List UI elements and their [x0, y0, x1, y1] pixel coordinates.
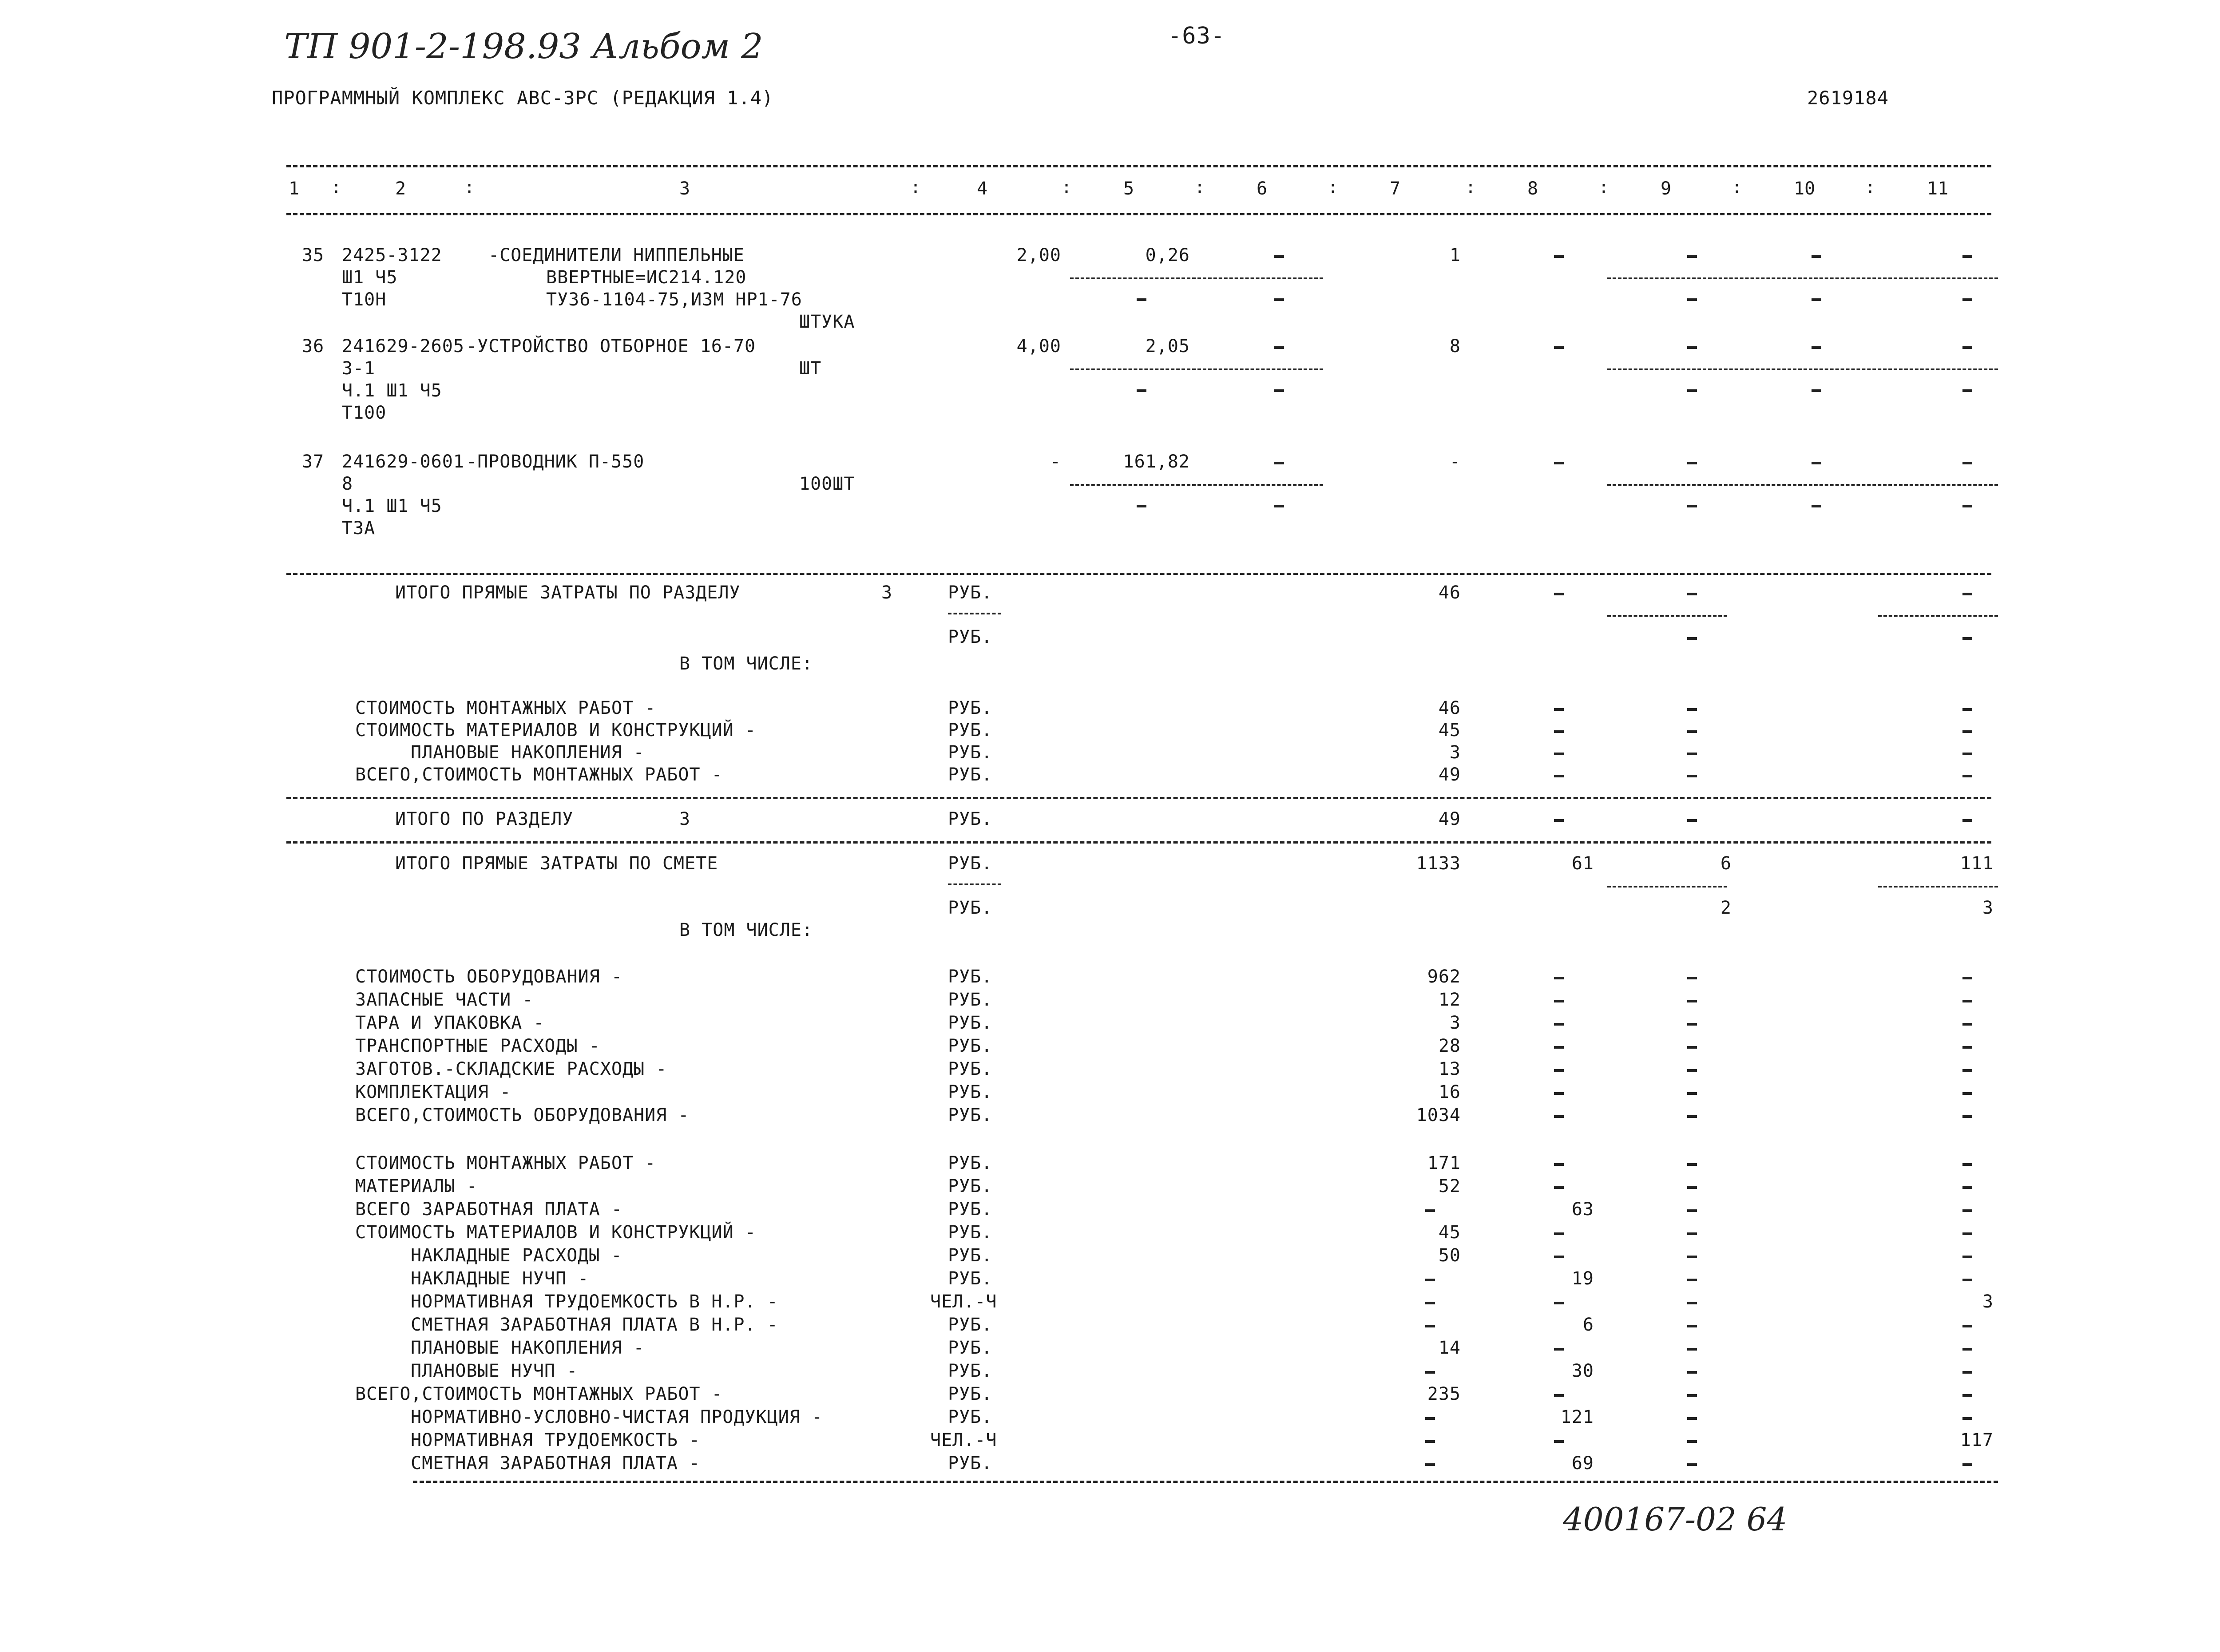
column-separator: : [1194, 177, 1206, 198]
works-col7: 171 [1427, 1153, 1461, 1173]
dash [1274, 298, 1284, 301]
works-label: СМЕТНАЯ ЗАРАБОТНАЯ ПЛАТА В Н.Р. - [411, 1315, 778, 1335]
works-label: СТОИМОСТЬ МАТЕРИАЛОВ И КОНСТРУКЦИЙ - [355, 1222, 756, 1243]
sub-rule [1070, 484, 1323, 486]
sub-rule [1878, 615, 1998, 617]
dash-col8 [1554, 346, 1564, 349]
item-quantity: 4,00 [1016, 336, 1061, 357]
dash [1962, 819, 1972, 822]
works-col7: 235 [1427, 1384, 1461, 1404]
column-separator: : [1598, 177, 1610, 198]
section-number: 3 [881, 582, 893, 603]
dash [1687, 637, 1697, 640]
column-header-4: 4 [977, 178, 988, 199]
works-unit: РУБ. [948, 1338, 993, 1358]
dash-col11 [1962, 255, 1972, 258]
dash [1425, 1463, 1435, 1466]
dash [1687, 1440, 1697, 1443]
dash [1687, 1256, 1697, 1258]
item-number: 37 [302, 452, 325, 472]
page-number: -63- [1168, 23, 1225, 49]
item-sub-1: 3-1 [342, 358, 376, 379]
dash [1687, 1302, 1697, 1304]
dash [1687, 1000, 1697, 1002]
equipment-value: 12 [1438, 990, 1461, 1010]
dash [1137, 505, 1146, 507]
dash [1554, 1069, 1564, 1072]
dash [1687, 1069, 1697, 1072]
column-separator: : [1465, 177, 1477, 198]
dash [1425, 1279, 1435, 1281]
dash [1425, 1371, 1435, 1374]
dash [1554, 730, 1564, 733]
column-header-6: 6 [1257, 178, 1268, 199]
item-code: 2425-3122 [342, 245, 442, 265]
dash [1962, 1279, 1972, 1281]
column-header-7: 7 [1390, 178, 1401, 199]
dash [1962, 1394, 1972, 1397]
dash-col8 [1554, 255, 1564, 258]
dash [1962, 637, 1972, 640]
item-sub-2: Ч.1 Ш1 Ч5 [342, 496, 442, 516]
works-col7: 45 [1438, 1222, 1461, 1243]
works-unit: РУБ. [948, 1315, 993, 1335]
dash [1687, 1115, 1697, 1118]
equipment-label: СТОИМОСТЬ ОБОРУДОВАНИЯ - [355, 967, 622, 987]
sub-rule [1878, 886, 1998, 887]
item-name: -УСТРОЙСТВО ОТБОРНОЕ 16-70 [466, 336, 756, 357]
works-label: ПЛАНОВЫЕ НУЧП - [411, 1361, 578, 1381]
dash [1962, 1232, 1972, 1235]
equipment-unit: РУБ. [948, 1105, 993, 1125]
equipment-value: 3 [1449, 1013, 1461, 1033]
section-in-that: В ТОМ ЧИСЛЕ: [679, 654, 813, 674]
item-name: -ПРОВОДНИК П-550 [466, 452, 645, 472]
works-col8: 30 [1571, 1361, 1594, 1381]
works-unit: РУБ. [948, 1176, 993, 1196]
rule [286, 841, 1991, 844]
equipment-unit: РУБ. [948, 990, 993, 1010]
header-rule-top [286, 165, 1991, 167]
works-unit: РУБ. [948, 1199, 993, 1220]
dash [1962, 593, 1972, 595]
dash-col9 [1687, 462, 1697, 464]
column-header-3: 3 [679, 178, 690, 199]
dash [1962, 1046, 1972, 1049]
breakdown-value: 49 [1438, 765, 1461, 785]
dash [1687, 1232, 1697, 1235]
works-col8: 6 [1582, 1315, 1594, 1335]
dash-col9 [1687, 346, 1697, 349]
sub-rule [948, 883, 1001, 885]
dash [1554, 1348, 1564, 1351]
dash [1962, 505, 1972, 507]
dash [1554, 1440, 1564, 1443]
equipment-value: 13 [1438, 1059, 1461, 1079]
item-sub-1: 8 [342, 474, 353, 494]
header-rule-bottom [286, 213, 1991, 215]
breakdown-label: СТОИМОСТЬ МАТЕРИАЛОВ И КОНСТРУКЦИЙ - [355, 720, 756, 741]
dash [1425, 1302, 1435, 1304]
item-unit: ШТ [799, 358, 822, 379]
dash [1687, 1348, 1697, 1351]
dash [1554, 977, 1564, 979]
column-separator: : [1061, 177, 1073, 198]
column-separators: : [331, 177, 342, 198]
dash [1554, 1092, 1564, 1095]
sub-rule [1607, 368, 1998, 370]
equipment-unit: РУБ. [948, 1082, 993, 1102]
item-unit: ШТУКА [799, 312, 855, 332]
breakdown-label: ПЛАНОВЫЕ НАКОПЛЕНИЯ - [411, 742, 645, 763]
column-header-10: 10 [1794, 178, 1816, 199]
sub-rule [1607, 484, 1998, 486]
breakdown-unit: РУБ. [948, 765, 993, 785]
column-separator: : [1328, 177, 1339, 198]
equipment-label: ВСЕГО,СТОИМОСТЬ ОБОРУДОВАНИЯ - [355, 1105, 690, 1125]
dash [1812, 389, 1821, 392]
works-unit: ЧЕЛ.-Ч [930, 1430, 997, 1450]
dash [1962, 1163, 1972, 1166]
column-header-1: 1 [289, 178, 300, 199]
item-col7: 1 [1449, 245, 1461, 265]
dash-col8 [1554, 462, 1564, 464]
dash [1687, 1394, 1697, 1397]
dash [1425, 1440, 1435, 1443]
dash [1962, 298, 1972, 301]
item-number: 35 [302, 245, 325, 265]
dash [1554, 753, 1564, 755]
sub-rule [1607, 615, 1727, 617]
equipment-unit: РУБ. [948, 1059, 993, 1079]
column-header-9: 9 [1661, 178, 1672, 199]
dash [1554, 1163, 1564, 1166]
dash [1962, 1463, 1972, 1466]
dash [1962, 1092, 1972, 1095]
dash-col6 [1274, 346, 1284, 349]
estimate-direct-col11: 111 [1960, 853, 1994, 874]
works-unit: РУБ. [948, 1222, 993, 1243]
dash [1962, 730, 1972, 733]
item-code: 241629-0601 [342, 452, 464, 472]
works-label: НОРМАТИВНАЯ ТРУДОЕМКОСТЬ В Н.Р. - [411, 1291, 778, 1312]
item-number: 36 [302, 336, 325, 357]
estimate-direct-col7: 1133 [1416, 853, 1461, 874]
equipment-value: 28 [1438, 1036, 1461, 1056]
item-name: -СОЕДИНИТЕЛИ НИППЕЛЬНЫЕ [488, 245, 745, 265]
section-itogo-label: ИТОГО ПО РАЗДЕЛУ [395, 809, 574, 829]
estimate-direct-label: ИТОГО ПРЯМЫЕ ЗАТРАТЫ ПО СМЕТЕ [395, 853, 718, 874]
dash [1554, 1302, 1564, 1304]
works-label: СТОИМОСТЬ МОНТАЖНЫХ РАБОТ - [355, 1153, 656, 1173]
dash [1962, 753, 1972, 755]
item-sub-2: Т10Н [342, 289, 387, 310]
dash [1687, 1463, 1697, 1466]
works-col7: 50 [1438, 1245, 1461, 1266]
item-name-line-2: ВВЕРТНЫЕ=ИС214.120 [546, 267, 747, 288]
section-second-unit: РУБ. [948, 627, 993, 647]
works-label: СМЕТНАЯ ЗАРАБОТНАЯ ПЛАТА - [411, 1453, 701, 1474]
dash [1687, 1092, 1697, 1095]
dash [1687, 753, 1697, 755]
equipment-label: ТРАНСПОРТНЫЕ РАСХОДЫ - [355, 1036, 600, 1056]
dash [1554, 1046, 1564, 1049]
equipment-unit: РУБ. [948, 1013, 993, 1033]
dash [1962, 1325, 1972, 1327]
column-header-2: 2 [395, 178, 406, 199]
equipment-value: 16 [1438, 1082, 1461, 1102]
estimate-in-that: В ТОМ ЧИСЛЕ: [679, 920, 813, 940]
works-label: ВСЕГО ЗАРАБОТНАЯ ПЛАТА - [355, 1199, 622, 1220]
dash [1962, 1209, 1972, 1212]
dash [1687, 389, 1697, 392]
section-rule [286, 573, 1991, 575]
sub-rule [1607, 277, 1998, 279]
equipment-label: ЗАГОТОВ.-СКЛАДСКИЕ РАСХОДЫ - [355, 1059, 667, 1079]
dash [1812, 298, 1821, 301]
item-col7: - [1449, 452, 1461, 472]
program-line: ПРОГРАММНЫЙ КОМПЛЕКС АВС-3РС (РЕДАКЦИЯ 1.4) [272, 87, 774, 109]
item-name-line-3: ТУ36-1104-75,ИЗМ НР1-76 [546, 289, 802, 310]
breakdown-unit: РУБ. [948, 720, 993, 741]
section-itogo-number: 3 [679, 809, 691, 829]
dash [1687, 1371, 1697, 1374]
estimate-second-unit: РУБ. [948, 898, 993, 918]
works-unit: РУБ. [948, 1245, 993, 1266]
column-header-11: 11 [1927, 178, 1949, 199]
dash-col9 [1687, 255, 1697, 258]
estimate-direct-unit: РУБ. [948, 853, 993, 874]
dash [1425, 1325, 1435, 1327]
section-itogo-unit: РУБ. [948, 809, 993, 829]
dash [1962, 1417, 1972, 1420]
item-unit: 100ШТ [799, 474, 855, 494]
dash [1687, 1046, 1697, 1049]
item-sub-3: Т3А [342, 518, 376, 539]
dash [1687, 1279, 1697, 1281]
handwritten-stamp: 400167-02 64 [1563, 1501, 1788, 1538]
works-col11: 117 [1960, 1430, 1994, 1450]
works-label: НОРМАТИВНАЯ ТРУДОЕМКОСТЬ - [411, 1430, 701, 1450]
dash [1962, 1000, 1972, 1002]
item-sub-1: Ш1 Ч5 [342, 267, 398, 288]
dash [1137, 389, 1146, 392]
item-price: 161,82 [1123, 452, 1190, 472]
works-unit: РУБ. [948, 1153, 993, 1173]
column-separator: : [464, 177, 476, 198]
dash [1687, 1417, 1697, 1420]
dash [1962, 1115, 1972, 1118]
item-code: 241629-2605 [342, 336, 464, 357]
equipment-label: ЗАПАСНЫЕ ЧАСТИ - [355, 990, 534, 1010]
rule [286, 797, 1991, 799]
equipment-value: 1034 [1416, 1105, 1461, 1125]
estimate-second-col11: 3 [1982, 898, 1994, 918]
section-direct-label: ИТОГО ПРЯМЫЕ ЗАТРАТЫ ПО РАЗДЕЛУ [395, 582, 741, 603]
works-unit: ЧЕЛ.-Ч [930, 1291, 997, 1312]
item-price: 2,05 [1145, 336, 1190, 357]
dash [1425, 1417, 1435, 1420]
dash [1687, 775, 1697, 777]
item-quantity: 2,00 [1016, 245, 1061, 265]
equipment-unit: РУБ. [948, 967, 993, 987]
works-unit: РУБ. [948, 1268, 993, 1289]
dash-col10 [1812, 462, 1821, 464]
dash [1687, 1325, 1697, 1327]
works-col8: 69 [1571, 1453, 1594, 1474]
works-col8: 63 [1571, 1199, 1594, 1220]
equipment-label: ТАРА И УПАКОВКА - [355, 1013, 545, 1033]
dash [1554, 1115, 1564, 1118]
section-direct-value: 46 [1438, 582, 1461, 603]
sub-rule [1070, 277, 1323, 279]
equipment-unit: РУБ. [948, 1036, 993, 1056]
dash [1962, 775, 1972, 777]
column-separator: : [910, 177, 922, 198]
breakdown-value: 3 [1449, 742, 1461, 763]
works-label: НАКЛАДНЫЕ РАСХОДЫ - [411, 1245, 622, 1266]
column-separator: : [1732, 177, 1743, 198]
item-sub-2: Ч.1 Ш1 Ч5 [342, 380, 442, 401]
estimate-direct-col8: 61 [1571, 853, 1594, 874]
item-col7: 8 [1449, 336, 1461, 357]
dash [1687, 819, 1697, 822]
breakdown-label: ВСЕГО,СТОИМОСТЬ МОНТАЖНЫХ РАБОТ - [355, 765, 723, 785]
dash [1137, 298, 1146, 301]
item-quantity: - [1050, 452, 1061, 472]
bottom-rule [413, 1481, 1998, 1483]
dash [1962, 1371, 1972, 1374]
dash [1687, 593, 1697, 595]
dash [1554, 1000, 1564, 1002]
document-id: 2619184 [1807, 87, 1889, 109]
breakdown-unit: РУБ. [948, 698, 993, 718]
estimate-second-col9: 2 [1720, 898, 1732, 918]
sub-rule [948, 613, 1001, 614]
estimate-direct-col9: 6 [1720, 853, 1732, 874]
dash [1687, 708, 1697, 711]
works-col8: 19 [1571, 1268, 1594, 1289]
dash [1687, 505, 1697, 507]
dash [1962, 1348, 1972, 1351]
dash [1554, 775, 1564, 777]
dash [1962, 977, 1972, 979]
dash [1687, 1163, 1697, 1166]
sub-rule [1607, 886, 1727, 887]
dash [1962, 1023, 1972, 1026]
breakdown-value: 45 [1438, 720, 1461, 741]
item-sub-3: Т100 [342, 403, 387, 423]
dash-col10 [1812, 255, 1821, 258]
works-label: ВСЕГО,СТОИМОСТЬ МОНТАЖНЫХ РАБОТ - [355, 1384, 723, 1404]
dash [1554, 1394, 1564, 1397]
dash [1962, 1256, 1972, 1258]
column-header-8: 8 [1527, 178, 1538, 199]
dash [1554, 1232, 1564, 1235]
document-code: ТП 901-2-198.93 Альбом 2 [284, 27, 763, 67]
dash [1962, 389, 1972, 392]
works-unit: РУБ. [948, 1361, 993, 1381]
dash-col10 [1812, 346, 1821, 349]
works-col7: 52 [1438, 1176, 1461, 1196]
dash [1554, 1256, 1564, 1258]
works-label: МАТЕРИАЛЫ - [355, 1176, 478, 1196]
works-unit: РУБ. [948, 1453, 993, 1474]
dash [1274, 389, 1284, 392]
dash [1274, 505, 1284, 507]
section-itogo-value: 49 [1438, 809, 1461, 829]
dash [1554, 708, 1564, 711]
works-col11: 3 [1982, 1291, 1994, 1312]
dash [1962, 708, 1972, 711]
section-direct-unit: РУБ. [948, 582, 993, 603]
sub-rule [1070, 368, 1323, 370]
dash [1687, 1023, 1697, 1026]
dash-col11 [1962, 462, 1972, 464]
works-label: ПЛАНОВЫЕ НАКОПЛЕНИЯ - [411, 1338, 645, 1358]
dash-col6 [1274, 255, 1284, 258]
dash [1687, 1209, 1697, 1212]
works-unit: РУБ. [948, 1384, 993, 1404]
dash-col11 [1962, 346, 1972, 349]
breakdown-label: СТОИМОСТЬ МОНТАЖНЫХ РАБОТ - [355, 698, 656, 718]
dash [1687, 298, 1697, 301]
dash [1687, 1186, 1697, 1189]
dash-col6 [1274, 462, 1284, 464]
dash [1687, 730, 1697, 733]
works-label: НОРМАТИВНО-УСЛОВНО-ЧИСТАЯ ПРОДУКЦИЯ - [411, 1407, 823, 1427]
column-header-5: 5 [1123, 178, 1134, 199]
dash [1687, 977, 1697, 979]
breakdown-unit: РУБ. [948, 742, 993, 763]
dash [1554, 819, 1564, 822]
dash [1554, 1186, 1564, 1189]
dash [1962, 1186, 1972, 1189]
equipment-label: КОМПЛЕКТАЦИЯ - [355, 1082, 511, 1102]
dash [1812, 505, 1821, 507]
item-price: 0,26 [1145, 245, 1190, 265]
dash [1962, 1069, 1972, 1072]
breakdown-value: 46 [1438, 698, 1461, 718]
dash [1425, 1209, 1435, 1212]
dash [1554, 593, 1564, 595]
works-col8: 121 [1560, 1407, 1594, 1427]
works-unit: РУБ. [948, 1407, 993, 1427]
works-col7: 14 [1438, 1338, 1461, 1358]
works-label: НАКЛАДНЫЕ НУЧП - [411, 1268, 589, 1289]
equipment-value: 962 [1427, 967, 1461, 987]
dash [1554, 1023, 1564, 1026]
column-separator: : [1865, 177, 1876, 198]
